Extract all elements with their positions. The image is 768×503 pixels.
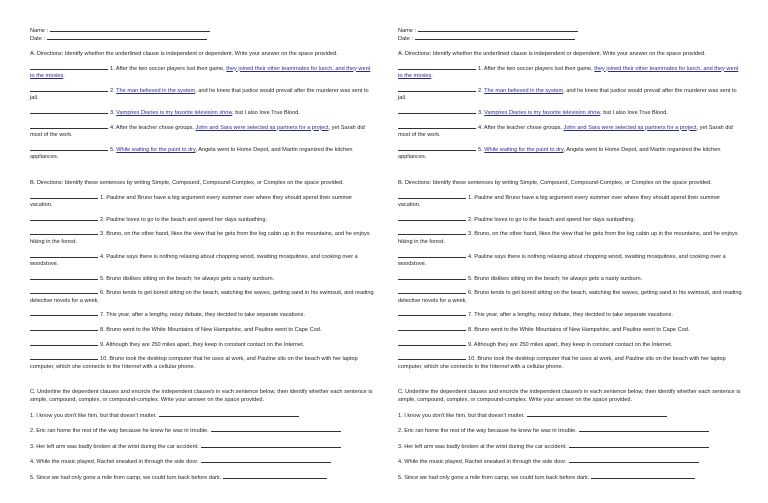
answer-blank[interactable] [159,411,299,417]
part-a-directions: A. Directions: Identify whether the underlined clause is independent or dependent. Write your answer on the space provided. [398,51,706,57]
answer-blank[interactable] [211,426,341,432]
part-c-item: 3. Her left arm was badly broken at the wrist during the car accident. [398,442,742,452]
answer-blank[interactable] [30,145,108,151]
name-line: Name : [30,26,374,34]
answer-blank[interactable] [30,354,98,360]
answer-blank[interactable] [223,473,327,479]
answer-blank[interactable] [398,193,466,199]
answer-blank[interactable] [398,252,466,258]
part-c-item: 4. While the music played, Rachel sneaked in through the side door. [398,457,742,467]
part-b-item: 8. Bruno went to the White Mountains of New Hampshire, and Pauline went to Cape Cod. [30,325,374,335]
answer-blank[interactable] [30,325,98,331]
part-a-item: 2. The man believed in the system, and he knew that justice would prevail after the murderer was sent to jail. [398,87,737,102]
answer-blank[interactable] [398,325,466,331]
part-a-item: 3. Vampires Diaries is my favorite television show, but I also love True Blood. [30,108,374,118]
part-b-item: 3. Bruno, on the other hand, likes the view that he gets from the log cabin up in the mountains, and he enjoys hiking in the forest. [30,231,370,245]
part-c-directions: C. Underline the dependent clauses and encircle the independent clause/s in each sentence below, then identify whether each sentence is simple, compound, complex, or compound-complex. Write your answer on the space provided. [30,389,373,404]
answer-blank[interactable] [398,274,466,280]
answer-blank[interactable] [398,64,476,70]
part-b-item: 6. Bruno tends to get bored sitting on the beach, watching the waves, getting sand in his swimsuit, and reading detective novels for a week. [398,290,742,304]
answer-blank[interactable] [398,108,476,114]
part-c-item: 1. I know you don't like him, but that doesn't matter. [398,411,742,421]
answer-blank[interactable] [398,310,466,316]
answer-blank[interactable] [30,86,108,92]
part-c-item: 1. I know you don't like him, but that doesn't matter. [30,411,374,421]
answer-blank[interactable] [30,64,108,70]
part-b-item: 7. This year, after a lengthy, noisy debate, they decided to take separate vacations. [30,310,374,320]
part-b-item: 1. Pauline and Bruno have a big argument every summer over where they should spend their summer vacation. [30,194,353,209]
answer-blank[interactable] [30,310,98,316]
answer-blank[interactable] [398,229,466,235]
answer-blank[interactable] [201,457,331,463]
answer-blank[interactable] [30,229,98,235]
worksheet-page-left [30,26,374,483]
part-b-item: 10. Bruno took the desktop computer that he uses at work, and Pauline sits on the beach with her laptop computer, which she connects to the Internet with a cellular phone. [398,356,726,370]
answer-blank[interactable] [30,193,98,199]
part-a-item: 5. While waiting for the paint to dry, Angela went to Home Depot, and Martin organized the kitchen appliances. [30,146,353,161]
part-b-item: 2. Pauline loves to go to the beach and spend her days sunbathing. [30,215,374,225]
part-b-item: 5. Bruno dislikes sitting on the beach; he always gets a nasty sunburn. [398,274,742,284]
part-a-item: 5. While waiting for the paint to dry, Angela went to Home Depot, and Martin organized the kitchen appliances. [398,146,721,161]
name-blank[interactable] [418,26,578,32]
part-b-item: 1. Pauline and Bruno have a big argument every summer over where they should spend their summer vacation. [398,194,721,209]
part-c-item: 5. Since we had only gone a mile from camp, we could turn back before dark. [398,473,742,483]
part-b-item: 7. This year, after a lengthy, noisy debate, they decided to take separate vacations. [398,310,742,320]
part-c-directions: C. Underline the dependent clauses and encircle the independent clause/s in each sentence below, then identify whether each sentence is simple, compound, complex, or compound-complex. Write your answer on the space provided. [398,389,741,404]
part-a-item: 4. After the teacher chose groups, John and Sara were selected as partners for a project, yet Sarah did most of the work. [398,124,733,139]
part-b-item: 9. Although they are 250 miles apart, they keep in constant contact on the Internet. [398,340,742,350]
answer-blank[interactable] [398,86,476,92]
answer-blank[interactable] [30,108,108,114]
answer-blank[interactable] [398,340,466,346]
answer-blank[interactable] [569,442,709,448]
part-a-item: 1. After the two soccer players lost their game, they joined their other teammates for lunch, and they went to the movies. [30,65,371,80]
part-a-directions: A. Directions: Identify whether the underlined clause is independent or dependent. Write your answer on the space provided. [30,51,338,57]
answer-blank[interactable] [201,442,341,448]
part-a-item: 1. After the two soccer players lost their game, they joined their other teammates for lunch, and they went to the movies. [398,65,739,80]
part-b-item: 3. Bruno, on the other hand, likes the view that he gets from the log cabin up in the mountains, and he enjoys hiking in the forest. [398,231,738,245]
date-blank[interactable] [415,34,575,40]
answer-blank[interactable] [30,288,98,294]
answer-blank[interactable] [30,340,98,346]
answer-blank[interactable] [30,274,98,280]
worksheet-page-right [398,26,742,483]
part-c-item: 2. Eric ran home the rest of the way because he knew he was in trouble. [30,426,374,436]
date-blank[interactable] [47,34,207,40]
answer-blank[interactable] [579,426,709,432]
part-b-item: 8. Bruno went to the White Mountains of New Hampshire, and Pauline went to Cape Cod. [398,325,742,335]
part-a-item: 2. The man believed in the system, and he knew that justice would prevail after the murderer was sent to jail. [30,87,369,102]
answer-blank[interactable] [569,457,699,463]
part-b-item: 4. Pauline says there is nothing relaxing about chopping wood, swatting mosquitoes, and cooking over a woodstove. [398,253,726,268]
part-b-directions: B. Directions: Identify these sentences by writing Simple, Compound, Compound-Complex, or Complex on the space provided. [398,179,712,186]
answer-blank[interactable] [398,215,466,221]
part-b-item: 4. Pauline says there is nothing relaxing about chopping wood, swatting mosquitoes, and cooking over a woodstove. [30,253,358,268]
answer-blank[interactable] [527,411,667,417]
part-c-item: 5. Since we had only gone a mile from camp, we could turn back before dark. [30,473,374,483]
answer-blank[interactable] [398,354,466,360]
answer-blank[interactable] [30,215,98,221]
part-a-item: 3. Vampires Diaries is my favorite television show, but I also love True Blood. [398,108,742,118]
part-b-item: 5. Bruno dislikes sitting on the beach; he always gets a nasty sunburn. [30,274,374,284]
part-c-item: 3. Her left arm was badly broken at the wrist during the car accident. [30,442,374,452]
answer-blank[interactable] [30,252,98,258]
part-b-directions: B. Directions: Identify these sentences by writing Simple, Compound, Compound-Complex, or Complex on the space provided. [30,179,344,186]
name-line: Name : [398,26,742,34]
date-line: Date : [30,34,374,42]
answer-blank[interactable] [30,123,108,129]
part-b-item: 9. Although they are 250 miles apart, they keep in constant contact on the Internet. [30,340,374,350]
part-b-item: 2. Pauline loves to go to the beach and spend her days sunbathing. [398,215,742,225]
part-b-item: 6. Bruno tends to get bored sitting on the beach, watching the waves, getting sand in his swimsuit, and reading detective novels for a week. [30,290,374,304]
part-b-item: 10. Bruno took the desktop computer that he uses at work, and Pauline sits on the beach with her laptop computer, which she connects to the Internet with a cellular phone. [30,356,358,370]
part-c-item: 4. While the music played, Rachel sneaked in through the side door. [30,457,374,467]
answer-blank[interactable] [398,145,476,151]
date-line: Date : [398,34,742,42]
answer-blank[interactable] [591,473,695,479]
answer-blank[interactable] [398,123,476,129]
answer-blank[interactable] [398,288,466,294]
part-c-item: 2. Eric ran home the rest of the way because he knew he was in trouble. [398,426,742,436]
name-blank[interactable] [50,26,210,32]
part-a-item: 4. After the teacher chose groups, John and Sara were selected as partners for a project, yet Sarah did most of the work. [30,124,365,139]
